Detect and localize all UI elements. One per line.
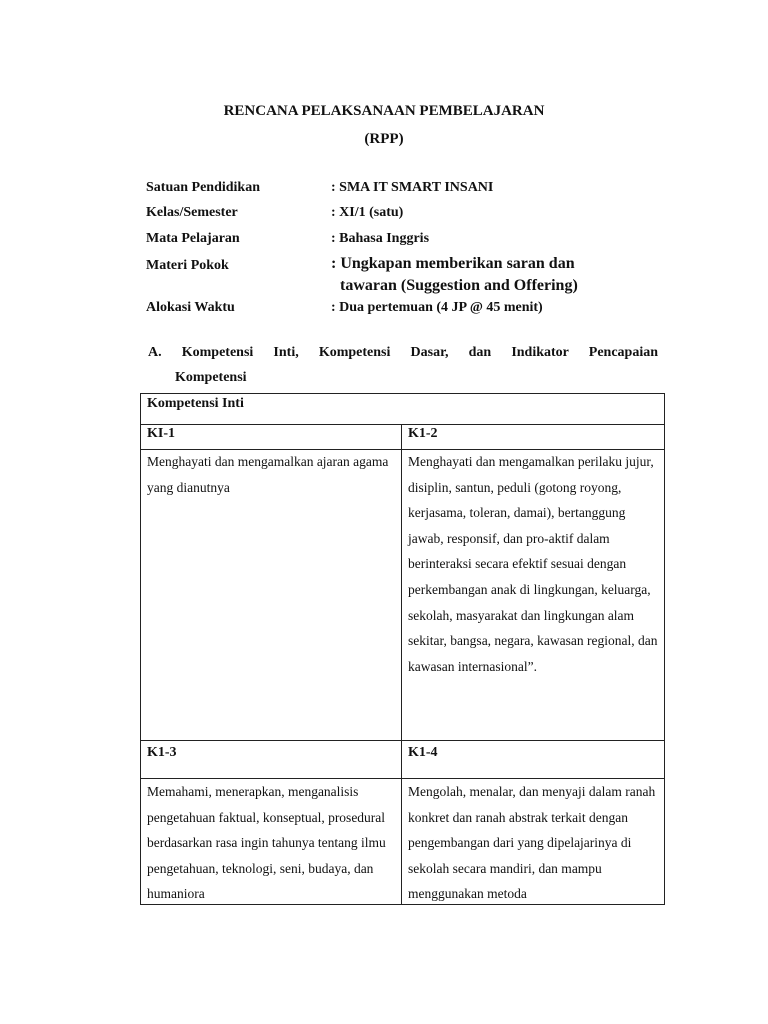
table-row-divider	[140, 740, 665, 741]
ki2-text: Menghayati dan mengamalkan perilaku jujur, disiplin, santun, peduli (gotong royong, kerjasama, toleran, damai), bertanggung jawab, responsif, dan pro-aktif dalam berinteraksi secara efektif sesuai dengan perkembangan anak di lingkungan, keluarga, sekolah, masyarakat dan lingkungan alam sekitar, bangsa, negara, kawasan regional, dan kawasan internasional”.	[408, 454, 658, 674]
meta-label-mapel: Mata Pelajaran	[146, 231, 240, 246]
section-a-heading-cont: Kompetensi	[175, 370, 247, 385]
meta-label-satuan: Satuan Pendidikan	[146, 180, 260, 195]
ki4-text: Mengolah, menalar, dan menyaji dalam ranah konkret dan ranah abstrak terkait dengan pengembangan dari yang dipelajarinya di sekolah secara mandiri, dan mampu menggunakan metoda	[408, 784, 656, 902]
ki1-label: KI-1	[147, 426, 175, 441]
meta-label-alokasi: Alokasi Waktu	[146, 300, 235, 315]
meta-value-kelas: : XI/1 (satu)	[331, 205, 404, 220]
meta-value-materi-line1: : Ungkapan memberikan saran dan	[331, 255, 575, 272]
document-subtitle: (RPP)	[364, 131, 404, 147]
table-border-top	[140, 393, 665, 394]
meta-label-kelas: Kelas/Semester	[146, 205, 238, 220]
ki2-label: K1-2	[408, 426, 438, 441]
table-border-right	[664, 393, 665, 905]
meta-label-materi: Materi Pokok	[146, 258, 229, 273]
meta-value-satuan: : SMA IT SMART INSANI	[331, 180, 494, 195]
meta-value-alokasi: : Dua pertemuan (4 JP @ 45 menit)	[331, 300, 543, 315]
table-row-divider	[140, 424, 665, 425]
table-col-divider	[401, 424, 402, 905]
table-border-left	[140, 393, 141, 905]
meta-value-materi-line2: tawaran (Suggestion and Offering)	[340, 277, 578, 294]
meta-value-materi	[331, 255, 578, 295]
ki3-text: Memahami, menerapkan, menganalisis pengetahuan faktual, konseptual, prosedural berdasarkan rasa ingin tahunya tentang ilmu pengetahuan, teknologi, seni, budaya, dan humaniora	[147, 784, 386, 902]
ki1-text: Menghayati dan mengamalkan ajaran agama yang dianutnya	[147, 454, 389, 495]
table-header: Kompetensi Inti	[147, 396, 244, 411]
meta-value-mapel: : Bahasa Inggris	[331, 231, 430, 246]
document-title: RENCANA PELAKSANAAN PEMBELAJARAN	[223, 103, 545, 119]
ki4-label: K1-4	[408, 745, 438, 760]
ki3-label: K1-3	[147, 745, 177, 760]
section-a-heading: A. Kompetensi Inti, Kompetensi Dasar, dan Indikator Pencapaian	[148, 345, 658, 360]
kompetensi-table	[140, 393, 665, 905]
